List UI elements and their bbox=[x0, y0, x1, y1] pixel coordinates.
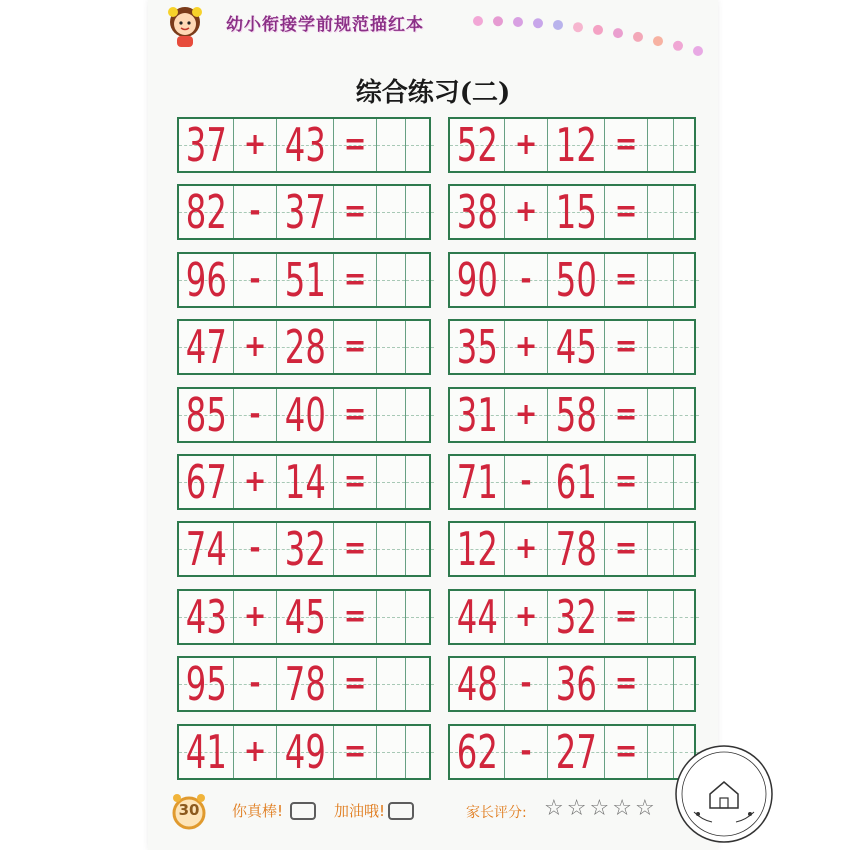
operand-a bbox=[450, 658, 505, 710]
operand-b bbox=[277, 658, 334, 710]
operator-text: - bbox=[249, 261, 261, 297]
equals-sign bbox=[334, 389, 377, 441]
exercise-right bbox=[448, 521, 696, 577]
exercise-left bbox=[177, 521, 431, 577]
exercise-right bbox=[448, 252, 696, 308]
answer-cell[interactable] bbox=[648, 726, 674, 778]
operand-a-text: 38 bbox=[456, 186, 498, 239]
operator-text: + bbox=[514, 396, 538, 432]
equals-sign-text: = bbox=[614, 329, 638, 365]
answer-cell[interactable] bbox=[377, 254, 406, 306]
equals-sign bbox=[605, 726, 648, 778]
answer-cell[interactable] bbox=[377, 658, 406, 710]
equals-sign bbox=[605, 321, 648, 373]
answer-cell[interactable] bbox=[674, 254, 699, 306]
answer-cell[interactable] bbox=[377, 456, 406, 508]
operand-b-text: 32 bbox=[555, 590, 597, 643]
answer-cell[interactable] bbox=[377, 186, 406, 238]
rating-star-icon[interactable]: ☆ bbox=[544, 796, 564, 821]
operand-b-text: 32 bbox=[284, 523, 326, 576]
operand-a bbox=[179, 389, 234, 441]
operand-a bbox=[179, 119, 234, 171]
operator-text: + bbox=[514, 194, 538, 230]
operand-a-text: 47 bbox=[185, 321, 227, 374]
parent-rating-label: 家长评分: bbox=[466, 805, 527, 821]
exercise-row bbox=[177, 521, 698, 577]
equals-sign-text: = bbox=[343, 531, 367, 567]
operand-b-text: 40 bbox=[284, 388, 326, 441]
operand-b bbox=[548, 119, 605, 171]
decorative-dot bbox=[593, 25, 603, 35]
operand-a-text: 82 bbox=[185, 186, 227, 239]
operand-b-text: 12 bbox=[555, 119, 597, 171]
operand-b bbox=[277, 254, 334, 306]
equals-sign-text: = bbox=[343, 464, 367, 499]
exercise-left bbox=[177, 589, 431, 645]
equals-sign bbox=[334, 658, 377, 710]
answer-cell[interactable] bbox=[674, 186, 699, 238]
answer-cell[interactable] bbox=[674, 658, 699, 710]
equals-sign bbox=[605, 119, 648, 171]
operand-b-text: 58 bbox=[555, 388, 597, 441]
exercise-row bbox=[177, 252, 698, 308]
operand-b-text: 27 bbox=[555, 725, 597, 778]
operand-b-text: 51 bbox=[284, 253, 326, 306]
operand-a bbox=[450, 321, 505, 373]
exercise-right bbox=[448, 319, 696, 375]
operand-b bbox=[277, 523, 334, 575]
operator bbox=[234, 186, 277, 238]
operand-b-text: 36 bbox=[555, 658, 597, 711]
operator-text: + bbox=[514, 531, 538, 567]
operator-text: - bbox=[249, 396, 261, 432]
answer-cell[interactable] bbox=[377, 321, 406, 373]
exercise-row bbox=[177, 454, 698, 510]
exercise-row bbox=[177, 724, 698, 780]
exercise-row bbox=[177, 589, 698, 645]
operand-a bbox=[179, 658, 234, 710]
answer-cell[interactable] bbox=[377, 389, 406, 441]
operand-b-text: 28 bbox=[284, 321, 326, 374]
praise-great-checkbox[interactable] bbox=[290, 802, 316, 820]
answer-cell[interactable] bbox=[406, 523, 434, 575]
equals-sign bbox=[334, 186, 377, 238]
exercise-left bbox=[177, 252, 431, 308]
operator-text: + bbox=[243, 733, 267, 769]
equals-sign-text: = bbox=[614, 396, 638, 432]
answer-cell[interactable] bbox=[648, 658, 674, 710]
operand-b-text: 61 bbox=[555, 456, 597, 508]
answer-cell[interactable] bbox=[406, 321, 434, 373]
operand-a-text: 74 bbox=[185, 523, 227, 576]
workbook-page bbox=[148, 0, 718, 850]
operator bbox=[234, 389, 277, 441]
exercise-left bbox=[177, 319, 431, 375]
answer-cell[interactable] bbox=[406, 591, 434, 643]
operator bbox=[505, 726, 548, 778]
operator bbox=[234, 119, 277, 171]
answer-cell[interactable] bbox=[674, 523, 699, 575]
decorative-dot bbox=[613, 28, 623, 38]
rating-star-icon[interactable]: ☆ bbox=[612, 796, 632, 821]
operator-text: + bbox=[243, 127, 267, 162]
answer-cell[interactable] bbox=[648, 523, 674, 575]
exercise-row bbox=[177, 387, 698, 443]
answer-cell[interactable] bbox=[674, 321, 699, 373]
decorative-dot bbox=[473, 16, 483, 26]
parent-rating-stars bbox=[544, 798, 655, 820]
operator bbox=[234, 726, 277, 778]
operand-a bbox=[450, 726, 505, 778]
operand-b bbox=[548, 456, 605, 508]
exercise-left bbox=[177, 724, 431, 780]
operator bbox=[505, 254, 548, 306]
operand-a bbox=[179, 254, 234, 306]
equals-sign-text: = bbox=[614, 127, 638, 162]
equals-sign bbox=[605, 591, 648, 643]
operator bbox=[234, 254, 277, 306]
operand-b bbox=[548, 726, 605, 778]
operator bbox=[505, 321, 548, 373]
praise-keep-going-label: 加油哦! bbox=[334, 802, 386, 820]
operand-b-text: 43 bbox=[284, 119, 326, 171]
answer-cell[interactable] bbox=[377, 523, 406, 575]
operand-a-text: 96 bbox=[185, 253, 227, 306]
equals-sign-text: = bbox=[343, 666, 367, 702]
equals-sign-text: = bbox=[343, 329, 367, 365]
operand-b-text: 49 bbox=[284, 725, 326, 778]
exercise-right bbox=[448, 184, 696, 240]
answer-cell[interactable] bbox=[406, 389, 434, 441]
book-series-title: 幼小衔接学前规范描红本 bbox=[226, 15, 424, 35]
operand-a-text: 31 bbox=[456, 388, 498, 441]
exercise-right bbox=[448, 589, 696, 645]
operand-b bbox=[277, 321, 334, 373]
page-header bbox=[148, 0, 718, 60]
page-footer bbox=[148, 790, 718, 830]
operand-b bbox=[277, 186, 334, 238]
operator bbox=[234, 591, 277, 643]
answer-cell[interactable] bbox=[674, 456, 699, 508]
operator-text: + bbox=[514, 127, 538, 162]
operand-b bbox=[548, 321, 605, 373]
answer-cell[interactable] bbox=[406, 456, 434, 508]
answer-cell[interactable] bbox=[377, 591, 406, 643]
equals-sign-text: = bbox=[343, 598, 367, 634]
answer-cell[interactable] bbox=[648, 591, 674, 643]
decorative-dot bbox=[653, 36, 663, 46]
equals-sign-text: = bbox=[343, 733, 367, 769]
operand-b bbox=[548, 523, 605, 575]
exercise-left bbox=[177, 656, 431, 712]
operator-text: + bbox=[243, 329, 267, 365]
decorative-dot bbox=[513, 17, 523, 27]
exercise-right bbox=[448, 656, 696, 712]
praise-keep-going-checkbox[interactable] bbox=[388, 802, 414, 820]
operand-a-text: 12 bbox=[456, 523, 498, 576]
equals-sign-text: = bbox=[614, 261, 638, 297]
operand-a bbox=[450, 254, 505, 306]
operand-a-text: 43 bbox=[185, 590, 227, 643]
operator-text: + bbox=[514, 598, 538, 634]
answer-cell[interactable] bbox=[674, 389, 699, 441]
operator bbox=[505, 389, 548, 441]
operator-text: + bbox=[243, 464, 267, 499]
equals-sign bbox=[334, 456, 377, 508]
equals-sign-text: = bbox=[614, 666, 638, 702]
exercise-row bbox=[177, 117, 698, 173]
operand-b bbox=[277, 591, 334, 643]
operator-text: - bbox=[520, 666, 532, 702]
operand-a bbox=[450, 389, 505, 441]
answer-cell[interactable] bbox=[406, 726, 434, 778]
operand-a bbox=[179, 726, 234, 778]
answer-cell[interactable] bbox=[674, 591, 699, 643]
answer-cell[interactable] bbox=[377, 726, 406, 778]
operator-text: + bbox=[243, 598, 267, 634]
decorative-dot bbox=[533, 18, 543, 28]
operator bbox=[505, 523, 548, 575]
operand-b-text: 37 bbox=[284, 186, 326, 239]
operator-text: - bbox=[249, 531, 261, 567]
answer-cell[interactable] bbox=[674, 119, 699, 171]
operand-b-text: 78 bbox=[284, 658, 326, 711]
equals-sign bbox=[605, 254, 648, 306]
operator bbox=[234, 321, 277, 373]
operand-a-text: 44 bbox=[456, 590, 498, 643]
answer-cell[interactable] bbox=[406, 658, 434, 710]
shop-watermark-stamp bbox=[672, 742, 776, 846]
operator bbox=[234, 456, 277, 508]
operator-text: - bbox=[520, 464, 532, 499]
operand-b bbox=[277, 456, 334, 508]
exercise-right bbox=[448, 454, 696, 510]
girl-mascot-icon bbox=[162, 2, 208, 48]
answer-cell[interactable] bbox=[648, 186, 674, 238]
operand-b bbox=[548, 591, 605, 643]
operand-b bbox=[548, 389, 605, 441]
equals-sign bbox=[334, 591, 377, 643]
operand-a-text: 85 bbox=[185, 388, 227, 441]
operator bbox=[505, 119, 548, 171]
exercise-row bbox=[177, 184, 698, 240]
page-number: 30 bbox=[178, 801, 200, 819]
answer-cell[interactable] bbox=[648, 119, 674, 171]
decorative-dot bbox=[573, 22, 583, 32]
operand-b bbox=[548, 658, 605, 710]
equals-sign bbox=[334, 321, 377, 373]
operand-a bbox=[179, 321, 234, 373]
equals-sign-text: = bbox=[343, 396, 367, 432]
equals-sign-text: = bbox=[614, 733, 638, 769]
operator-text: - bbox=[249, 194, 261, 230]
equals-sign-text: = bbox=[343, 127, 367, 162]
equals-sign bbox=[334, 119, 377, 171]
operator-text: - bbox=[249, 666, 261, 702]
equals-sign bbox=[334, 523, 377, 575]
answer-cell[interactable] bbox=[648, 456, 674, 508]
equals-sign bbox=[605, 658, 648, 710]
operand-a-text: 48 bbox=[456, 658, 498, 711]
equals-sign-text: = bbox=[614, 464, 638, 499]
operator-text: + bbox=[514, 329, 538, 365]
exercise-row bbox=[177, 656, 698, 712]
operand-a-text: 35 bbox=[456, 321, 498, 374]
operand-b bbox=[277, 389, 334, 441]
answer-cell[interactable] bbox=[377, 119, 406, 171]
operand-b-text: 15 bbox=[555, 186, 597, 239]
answer-cell[interactable] bbox=[648, 254, 674, 306]
operand-a bbox=[179, 186, 234, 238]
operand-a bbox=[450, 119, 505, 171]
decorative-dot bbox=[633, 32, 643, 42]
rating-star-icon[interactable]: ☆ bbox=[566, 796, 587, 821]
decorative-dot bbox=[493, 16, 503, 26]
praise-great-label: 你真棒! bbox=[232, 802, 284, 820]
rating-star-icon[interactable]: ☆ bbox=[589, 796, 610, 821]
operand-a-text: 71 bbox=[456, 456, 498, 508]
equals-sign bbox=[605, 389, 648, 441]
operand-b bbox=[548, 186, 605, 238]
exercise-right bbox=[448, 387, 696, 443]
operator-text: - bbox=[520, 733, 532, 769]
operator bbox=[505, 658, 548, 710]
operator bbox=[505, 186, 548, 238]
decorative-dot bbox=[693, 46, 703, 56]
equals-sign-text: = bbox=[343, 261, 367, 297]
answer-cell[interactable] bbox=[406, 254, 434, 306]
operand-a bbox=[450, 523, 505, 575]
decorative-dots bbox=[470, 15, 710, 60]
exercise-left bbox=[177, 387, 431, 443]
answer-cell[interactable] bbox=[648, 321, 674, 373]
operand-a-text: 90 bbox=[456, 253, 498, 306]
equals-sign bbox=[605, 186, 648, 238]
operand-a-text: 62 bbox=[456, 725, 498, 778]
exercise-left bbox=[177, 184, 431, 240]
decorative-dot bbox=[553, 20, 563, 30]
operand-b bbox=[548, 254, 605, 306]
equals-sign bbox=[334, 726, 377, 778]
page-title: 综合练习(二) bbox=[355, 78, 511, 108]
operator bbox=[505, 456, 548, 508]
answer-cell[interactable] bbox=[648, 389, 674, 441]
operand-a-text: 41 bbox=[185, 725, 227, 778]
operand-b-text: 45 bbox=[555, 321, 597, 374]
exercise-right bbox=[448, 724, 696, 780]
operand-a bbox=[179, 591, 234, 643]
operator bbox=[234, 523, 277, 575]
operand-a bbox=[179, 523, 234, 575]
operand-a-text: 95 bbox=[185, 658, 227, 711]
operand-a bbox=[450, 186, 505, 238]
answer-cell[interactable] bbox=[406, 186, 434, 238]
exercise-left bbox=[177, 454, 431, 510]
operand-b-text: 50 bbox=[555, 253, 597, 306]
equals-sign bbox=[334, 254, 377, 306]
equals-sign bbox=[605, 456, 648, 508]
operand-b-text: 14 bbox=[284, 456, 326, 508]
operand-a bbox=[450, 591, 505, 643]
operator bbox=[234, 658, 277, 710]
equals-sign-text: = bbox=[614, 194, 638, 230]
exercise-row bbox=[177, 319, 698, 375]
exercise-right bbox=[448, 117, 696, 173]
decorative-dot bbox=[673, 41, 683, 51]
operand-a bbox=[450, 456, 505, 508]
equals-sign-text: = bbox=[614, 531, 638, 567]
equals-sign-text: = bbox=[614, 598, 638, 634]
operator bbox=[505, 591, 548, 643]
exercise-left bbox=[177, 117, 431, 173]
operator-text: - bbox=[520, 261, 532, 297]
operand-b bbox=[277, 726, 334, 778]
operand-a bbox=[179, 456, 234, 508]
operand-a-text: 67 bbox=[185, 456, 227, 508]
equals-sign bbox=[605, 523, 648, 575]
answer-cell[interactable] bbox=[406, 119, 434, 171]
rating-star-icon[interactable]: ☆ bbox=[634, 796, 655, 821]
operand-a-text: 52 bbox=[456, 119, 498, 171]
operand-b bbox=[277, 119, 334, 171]
operand-b-text: 45 bbox=[284, 590, 326, 643]
operand-b-text: 78 bbox=[555, 523, 597, 576]
operand-a-text: 37 bbox=[185, 119, 227, 171]
equals-sign-text: = bbox=[343, 194, 367, 230]
